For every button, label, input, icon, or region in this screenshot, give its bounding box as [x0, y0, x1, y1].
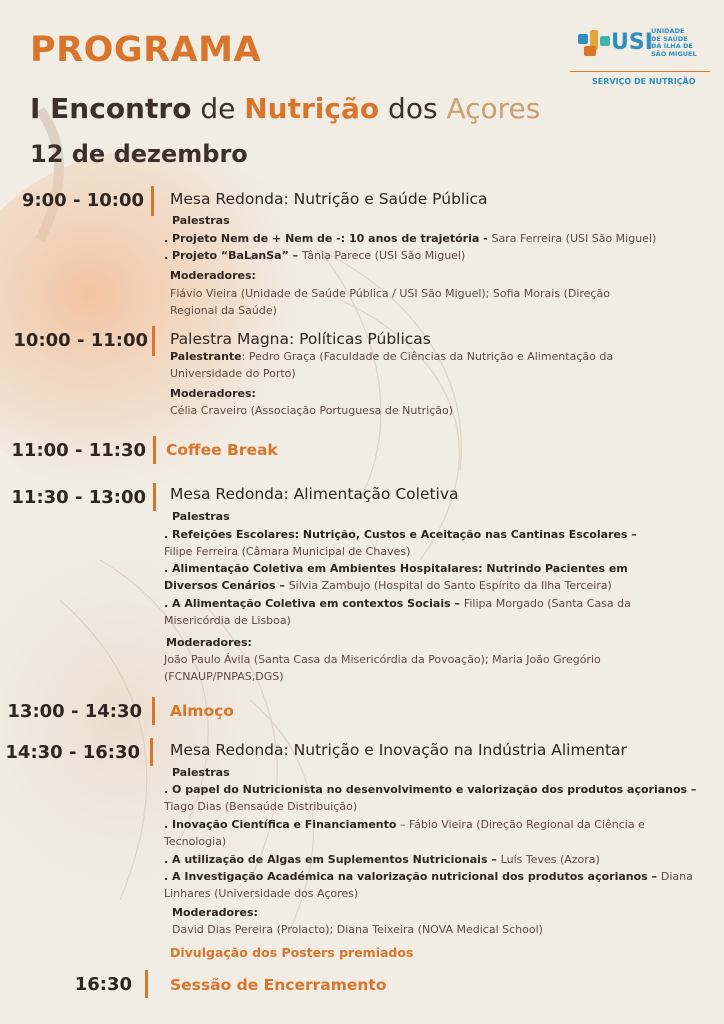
speaker-line — [170, 367, 296, 380]
moderators-line: Célia Craveiro (Associação Portuguesa de Nutrição) — [170, 404, 454, 417]
session-title: Mesa Redonda: Alimentação Coletiva — [170, 485, 459, 503]
talk-title: . A utilização de Algas em Suplementos Nutricionais – — [164, 853, 501, 866]
palestras-label: Palestras — [172, 510, 230, 523]
session-title: Mesa Redonda: Nutrição e Saúde Pública — [170, 190, 488, 208]
event-title-part4: dos — [379, 92, 447, 125]
talk-speaker: Misericórdia de Lisboa) — [164, 614, 291, 627]
usi-logo-brand: USI — [611, 30, 653, 55]
speaker-label: Palestrante — [170, 350, 242, 363]
time-divider — [152, 697, 155, 725]
moderators-line: Flávio Vieira (Unidade de Saúde Pública / USI São Miguel); Sofia Morais (Direção — [170, 287, 610, 300]
speaker-name: : Pedro Graça (Faculdade de Ciências da Nutrição e Alimentação da — [241, 350, 614, 363]
talk-item — [164, 870, 693, 883]
talk-speaker: Filipa Morgado (Santa Casa da — [463, 597, 631, 610]
speaker-affiliation: Universidade do Porto) — [170, 367, 296, 380]
palestras-label: Palestras — [172, 766, 230, 779]
talk-item — [164, 783, 696, 796]
usi-logo-icon — [576, 28, 612, 64]
talk-title: . O papel do Nutricionista no desenvolvimento e valorização dos produtos açorianos – — [164, 783, 697, 796]
talk-item — [164, 562, 628, 575]
talk-speaker: Sara Ferreira (USI São Miguel) — [491, 232, 657, 245]
talk-item — [164, 853, 600, 866]
talk-speaker: Tecnologia) — [164, 835, 227, 848]
moderators-line: David Dias Pereira (Prolacto); Diana Teixeira (NOVA Medical School) — [172, 923, 543, 936]
moderators-line: Regional da Saúde) — [170, 304, 277, 317]
talk-item — [164, 528, 637, 541]
talk-title: Diversos Cenários – — [164, 579, 289, 592]
event-title-part2: de — [191, 92, 245, 125]
talk-speaker: Tânia Parece (USI São Miguel) — [301, 249, 466, 262]
speaker-line — [170, 350, 613, 363]
usi-logo-text — [651, 28, 697, 58]
session-time: 14:30 - 16:30 — [5, 742, 140, 763]
moderators-text — [170, 304, 277, 317]
moderators-label: Moderadores: — [172, 906, 258, 919]
talk-title: . Alimentação Coletiva em Ambientes Hospitalares: Nutrindo Pacientes em — [164, 562, 628, 575]
event-title-part1: I Encontro — [30, 92, 192, 125]
moderators-label: Moderadores: — [170, 387, 256, 400]
palestras-label: Palestras — [172, 214, 230, 227]
session-time: 11:30 - 13:00 — [11, 487, 146, 508]
moderators-line: (FCNAUP/PNPAS,DGS) — [164, 670, 284, 683]
session-time: 10:00 - 11:00 — [13, 330, 148, 351]
page-title: PROGRAMA — [30, 30, 262, 70]
session-time: 16:30 — [74, 974, 132, 995]
talk-speaker: Diana — [660, 870, 693, 883]
logo-service: SERVIÇO DE NUTRIÇÃO — [592, 77, 696, 86]
talk-speaker: Linhares (Universidade dos Açores) — [164, 887, 359, 900]
talk-item — [164, 835, 226, 848]
session-time: 11:00 - 11:30 — [11, 440, 146, 461]
event-title-part5: Açores — [446, 92, 541, 125]
posters-announcement: Divulgação dos Posters premiados — [170, 945, 414, 960]
talk-item — [164, 249, 465, 262]
event-date: 12 de dezembro — [30, 140, 248, 168]
talk-speaker: – Fábio Vieira (Direção Regional da Ciência e — [396, 818, 645, 831]
time-divider — [145, 970, 148, 998]
talk-speaker: Tiago Dias (Bensaúde Distribuição) — [164, 800, 358, 813]
time-divider — [152, 326, 155, 356]
time-divider — [151, 186, 154, 216]
time-divider — [150, 738, 153, 766]
talk-title: . Projeto Nem de + Nem de -: 10 anos de trajetória - — [164, 232, 492, 245]
talk-speaker: Luís Teves (Azora) — [500, 853, 600, 866]
talk-speaker: Filipe Ferreira (Câmara Municipal de Chaves) — [164, 545, 411, 558]
talk-title: . A Alimentação Coletiva em contextos Sociais – — [164, 597, 464, 610]
talk-item — [164, 545, 410, 558]
session-title-coffee-break: Coffee Break — [166, 441, 278, 459]
event-title — [30, 92, 540, 125]
time-divider — [153, 483, 156, 511]
talk-item — [164, 818, 645, 831]
talk-title: . A Investigação Académica na valorização nutricional dos produtos açorianos – — [164, 870, 661, 883]
talk-item — [164, 614, 291, 627]
talk-title: . Refeições Escolares: Nutrição, Custos e Aceitação nas Cantinas Escolares – — [164, 528, 637, 541]
session-title: Palestra Magna: Políticas Públicas — [170, 330, 431, 348]
moderators-label: Moderadores: — [166, 636, 252, 649]
moderators-line: João Paulo Ávila (Santa Casa da Misericórdia da Povoação); Maria João Gregório — [164, 653, 601, 666]
talk-item — [164, 887, 358, 900]
moderators-text — [164, 653, 601, 666]
moderators-text — [172, 923, 543, 936]
logo-divider — [570, 71, 710, 72]
session-time: 9:00 - 10:00 — [21, 190, 144, 211]
moderators-text — [170, 287, 610, 300]
talk-item — [164, 597, 631, 610]
talk-title: . Projeto “BaLanSa” – — [164, 249, 302, 262]
talk-title: . Inovação Científica e Financiamento — [164, 818, 397, 831]
logo-text-line1: UNIDADE — [651, 27, 685, 35]
usi-logo — [574, 22, 710, 88]
moderators-text — [170, 404, 453, 417]
talk-item — [164, 800, 357, 813]
logo-text-line2: DE SAÚDE — [651, 34, 688, 43]
talk-item — [164, 232, 656, 245]
event-title-part3: Nutrição — [244, 92, 380, 125]
talk-item — [164, 579, 612, 592]
logo-text-line3: DA ILHA DE — [651, 42, 693, 50]
session-title-closing: Sessão de Encerramento — [170, 976, 387, 994]
session-title-lunch: Almoço — [170, 702, 234, 720]
time-divider — [153, 436, 156, 464]
session-title: Mesa Redonda: Nutrição e Inovação na Indústria Alimentar — [170, 741, 627, 759]
moderators-text — [164, 670, 284, 683]
session-time: 13:00 - 14:30 — [7, 701, 142, 722]
talk-speaker: Silvia Zambujo (Hospital do Santo Espírito da Ilha Terceira) — [288, 579, 612, 592]
moderators-label: Moderadores: — [170, 269, 256, 282]
logo-text-line4: SÃO MIGUEL — [651, 49, 697, 58]
